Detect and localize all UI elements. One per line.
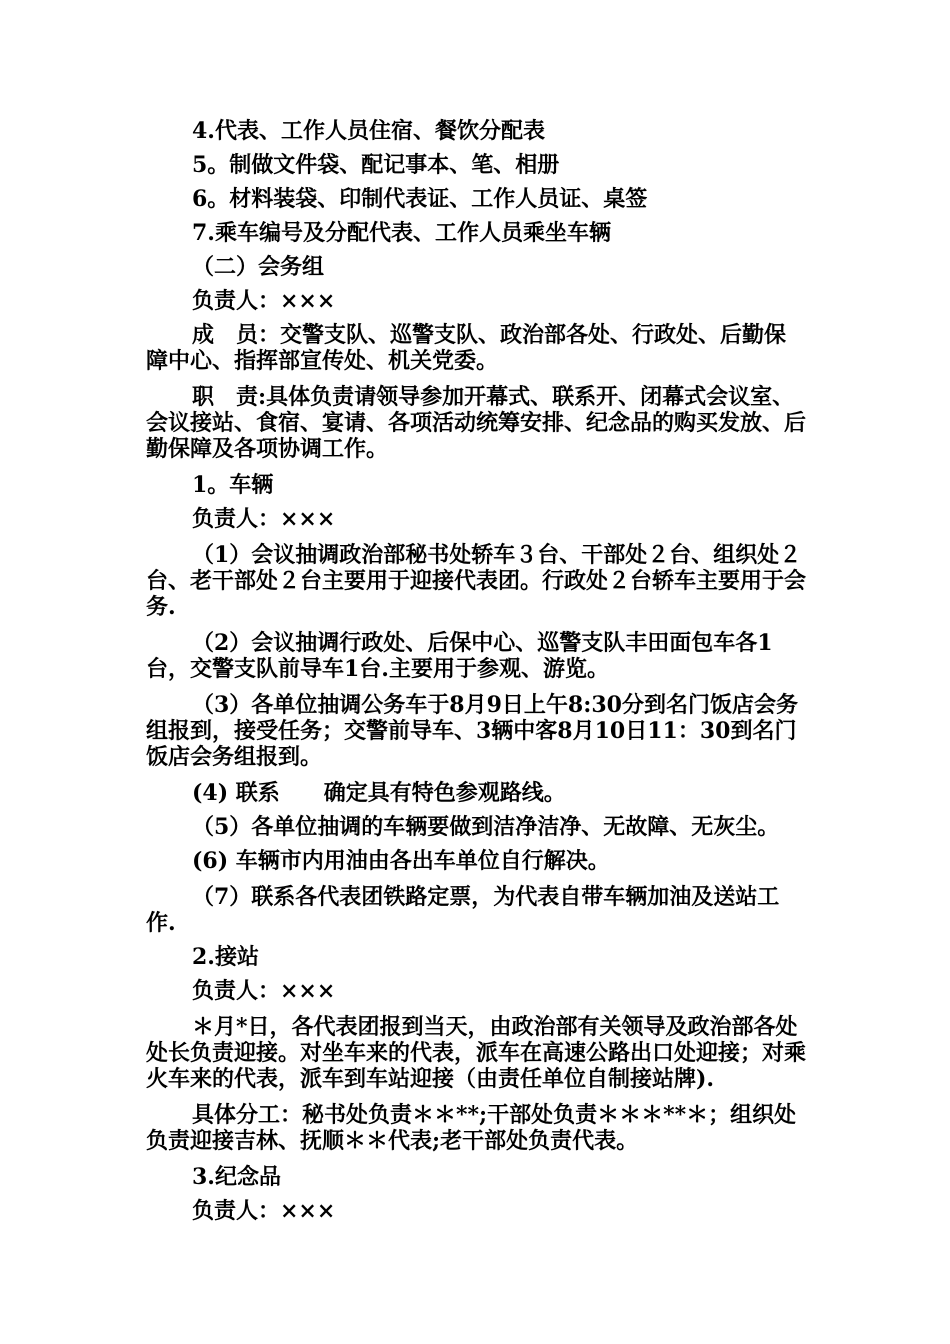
- list-item-4: 4.代表、工作人员住宿、餐饮分配表: [192, 118, 545, 144]
- vehicle-item-1: （1）会议抽调政治部秘书处轿车３台、干部处２台、组织处２台、老干部处２台主要用于迎接代表团。行政处２台轿车主要用于会务.: [146, 542, 807, 620]
- person-in-charge: 负责人：×××: [192, 288, 336, 314]
- vehicle-item-6: (6) 车辆市内用油由各出车单位自行解决。: [192, 848, 610, 874]
- document-body: [146, 118, 806, 1224]
- list-item-7: 7.乘车编号及分配代表、工作人员乘坐车辆: [192, 220, 611, 246]
- vehicle-item-2: （2）会议抽调行政处、后保中心、巡警支队丰田面包车各1台，交警支队前导车1台.主要用于参观、游览。: [146, 630, 773, 682]
- list-item-5: 5。制做文件袋、配记事本、笔、相册: [192, 152, 560, 178]
- division-of-work-paragraph: 具体分工：秘书处负责＊＊**;干部处负责＊＊＊**＊；组织处负责迎接吉林、抚顺＊＊代表;老干部处负责代表。: [146, 1102, 797, 1154]
- subsection-heading-reception: 2.接站: [192, 944, 259, 970]
- vehicle-item-3: （3）各单位抽调公务车于8月9日上午8:30分到名门饭店会务组报到，接受任务；交警前导车、3辆中客8月10日11：30到名门饭店会务组报到。: [146, 692, 798, 770]
- vehicle-item-5: （5）各单位抽调的车辆要做到洁净洁净、无故障、无灰尘。: [192, 814, 780, 840]
- reception-paragraph: ＊月*日，各代表团报到当天，由政治部有关领导及政治部各处处长负责迎接。对坐车来的代表，派车在高速公路出口处迎接；对乘火车来的代表，派车到车站迎接（由责任单位自制接站牌).: [146, 1014, 807, 1092]
- subsection-heading-souvenirs: 3.纪念品: [192, 1164, 281, 1190]
- vehicle-item-4: (4) 联系 确定具有特色参观路线。: [192, 780, 566, 806]
- duties-paragraph: 职 责:具体负责请领导参加开幕式、联系开、闭幕式会议室、会议接站、食宿、宴请、各项活动统筹安排、纪念品的购买发放、后勤保障及各项协调工作。: [146, 384, 807, 462]
- section-heading-meeting-affairs: （二）会务组: [192, 254, 325, 280]
- subsection-heading-vehicles: 1。车辆: [192, 472, 274, 498]
- vehicle-item-7: （7）联系各代表团铁路定票，为代表自带车辆加油及送站工作.: [146, 884, 780, 936]
- person-in-charge: 负责人：×××: [192, 978, 336, 1004]
- members-paragraph: 成 员：交警支队、巡警支队、政治部各处、行政处、后勤保障中心、指挥部宣传处、机关党委。: [146, 322, 787, 374]
- list-item-6: 6。材料装袋、印制代表证、工作人员证、桌签: [192, 186, 648, 212]
- person-in-charge: 负责人：×××: [192, 1198, 336, 1224]
- person-in-charge: 负责人：×××: [192, 506, 336, 532]
